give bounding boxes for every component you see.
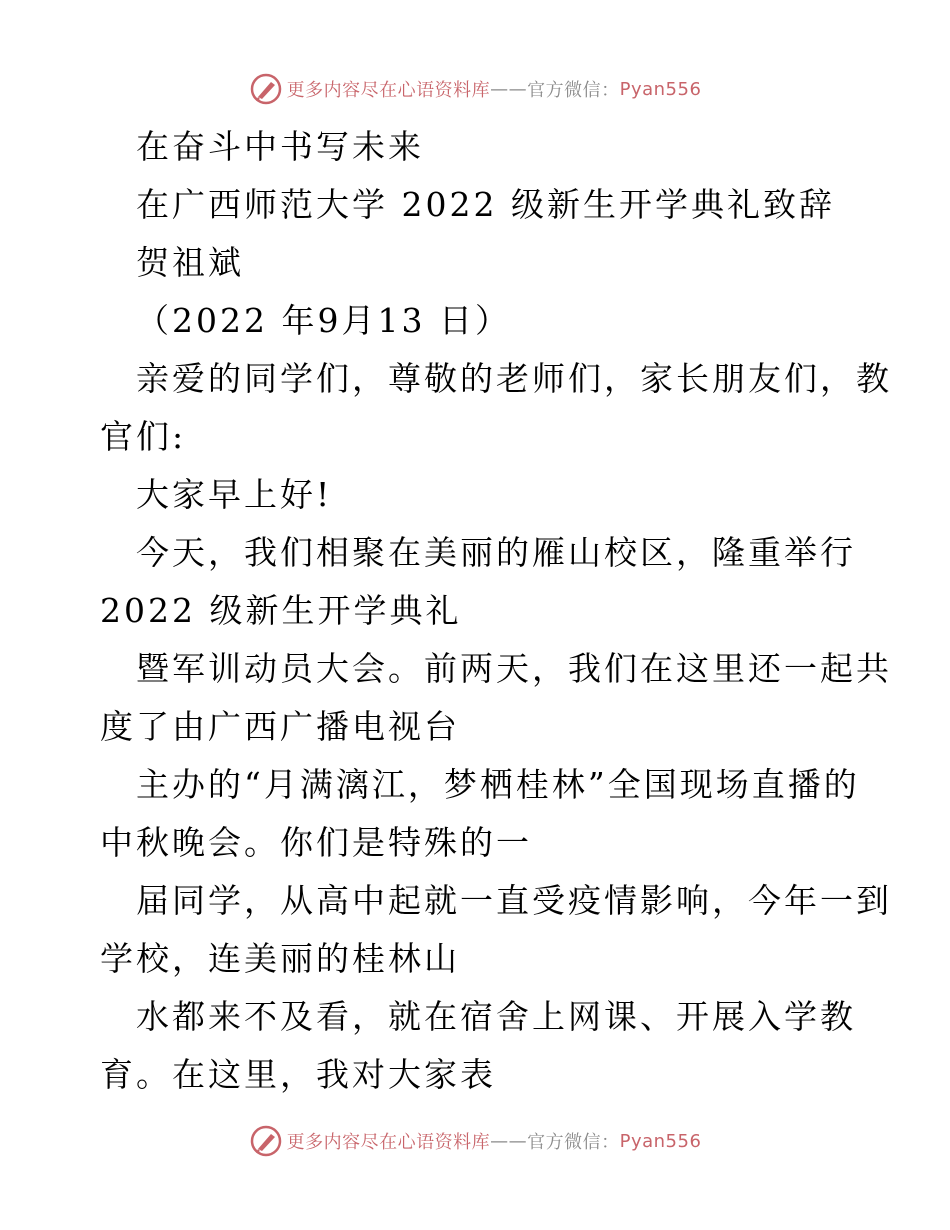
- doc-line: 学校，连美丽的桂林山: [100, 939, 460, 978]
- watermark-dash: ——: [490, 1130, 528, 1152]
- doc-line: 今天，我们相聚在美丽的雁山校区，隆重举行: [136, 533, 856, 572]
- pen-logo-icon: [249, 72, 283, 106]
- watermark-wechat-label: 官方微信：: [527, 80, 620, 101]
- doc-author: 贺祖斌: [136, 243, 244, 282]
- doc-date: （2022 年9月13 日）: [136, 301, 511, 340]
- watermark-main-text: 更多内容尽在心语资料库: [286, 80, 491, 101]
- watermark-wechat-label: 官方微信：: [527, 1132, 620, 1153]
- doc-line: 暨军训动员大会。前两天，我们在这里还一起共: [136, 649, 892, 688]
- doc-line: 度了由广西广播电视台: [100, 707, 460, 746]
- doc-line: 官们:: [100, 417, 187, 456]
- doc-line: 大家早上好!: [136, 475, 333, 514]
- watermark-wechat-id: Pyan556: [619, 78, 702, 100]
- doc-title: 在奋斗中书写未来: [136, 127, 424, 166]
- doc-line: 育。在这里，我对大家表: [100, 1055, 496, 1094]
- doc-line: 2022 级新生开学典礼: [100, 591, 462, 630]
- doc-subtitle: 在广西师范大学 2022 级新生开学典礼致辞: [136, 185, 835, 224]
- watermark-main-text: 更多内容尽在心语资料库: [286, 1132, 491, 1153]
- doc-line: 水都来不及看，就在宿舍上网课、开展入学教: [136, 997, 856, 1036]
- header-watermark: [0, 72, 950, 106]
- document-body: [100, 118, 892, 1104]
- doc-line: 届同学，从高中起就一直受疫情影响，今年一到: [136, 881, 892, 920]
- pen-logo-icon: [249, 1124, 283, 1158]
- watermark-dash: ——: [490, 78, 528, 100]
- doc-line: 亲爱的同学们，尊敬的老师们，家长朋友们，教: [136, 359, 892, 398]
- doc-line: 中秋晚会。你们是特殊的一: [100, 823, 532, 862]
- watermark-wechat-id: Pyan556: [619, 1130, 702, 1152]
- doc-line: 主办的“月满漓江，梦栖桂林”全国现场直播的: [136, 765, 860, 804]
- footer-watermark: [0, 1124, 950, 1158]
